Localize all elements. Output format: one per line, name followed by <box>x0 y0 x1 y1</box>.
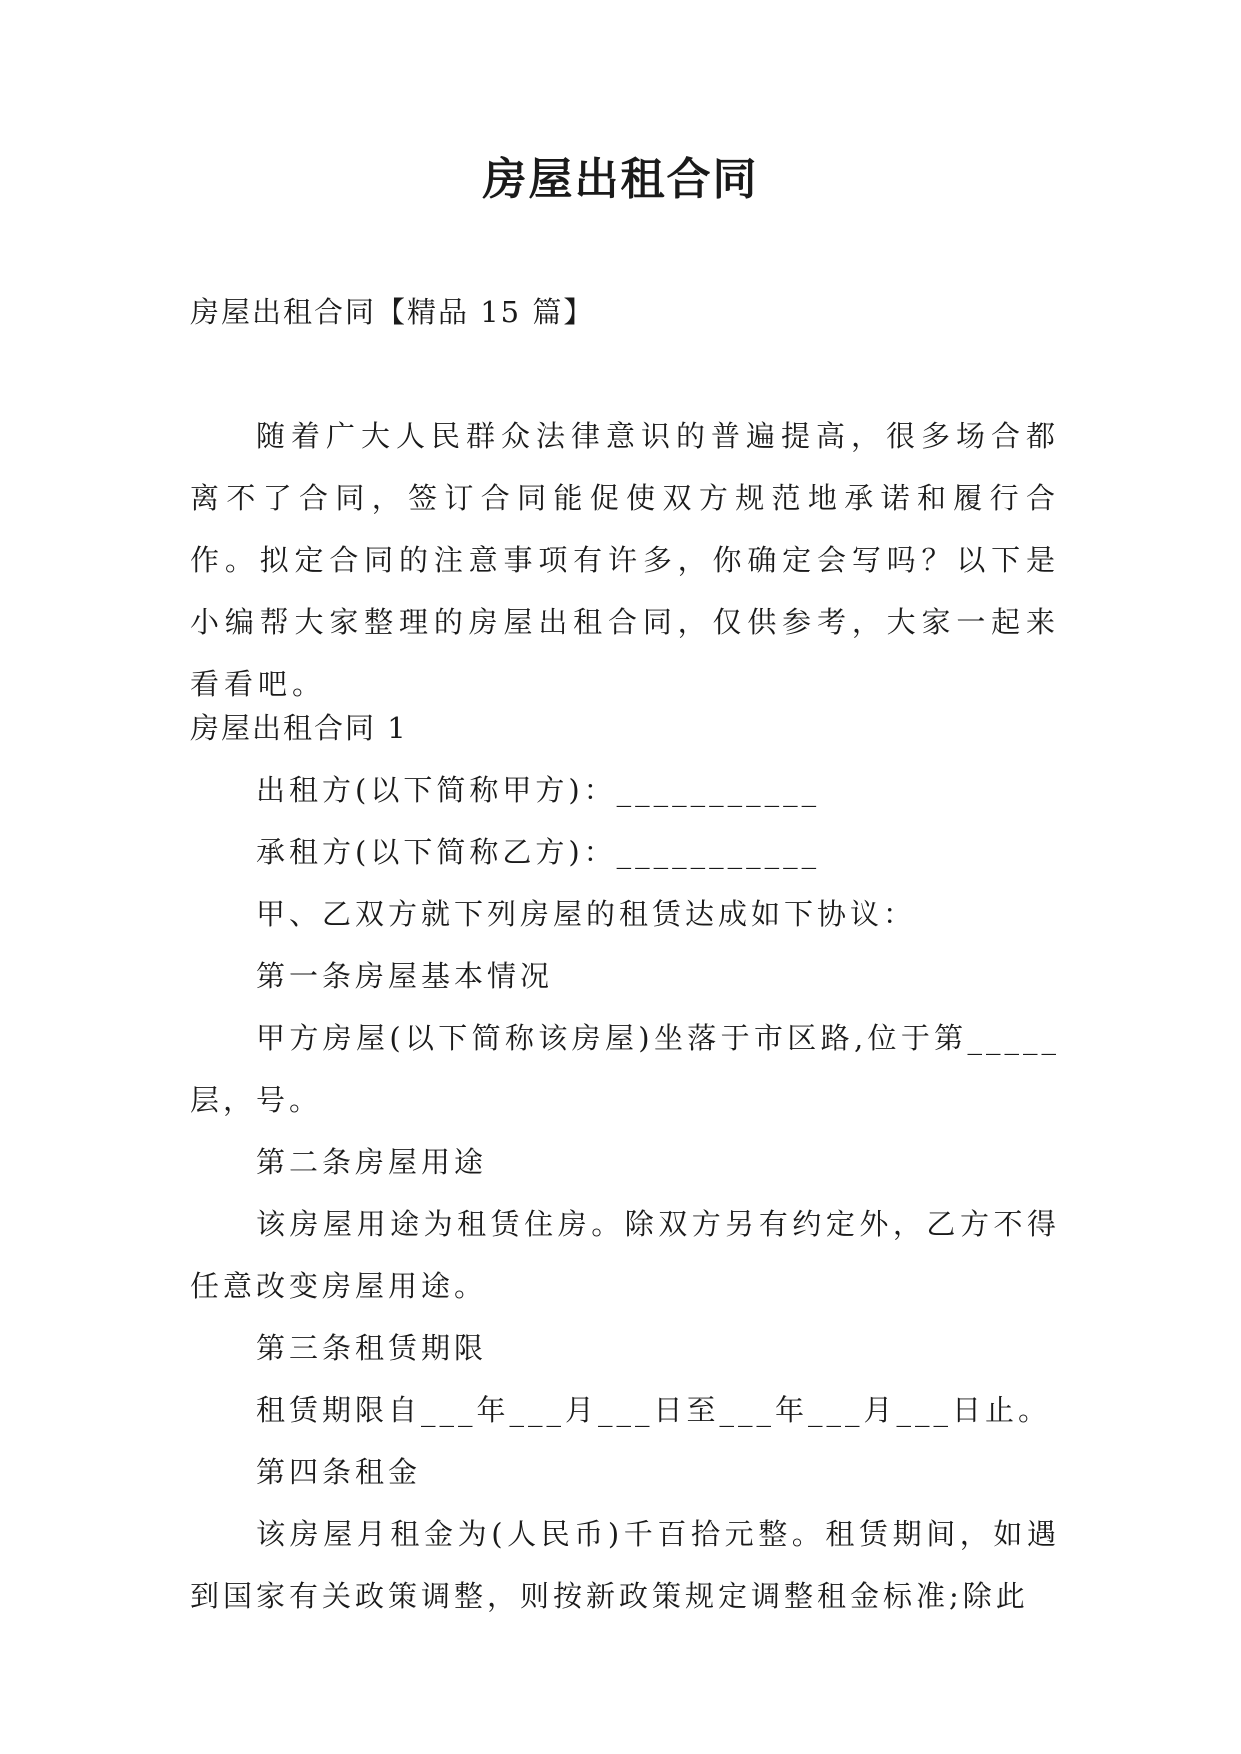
contract-section <box>190 697 1060 1627</box>
article-1-heading: 第一条房屋基本情况 <box>256 959 554 993</box>
article-3-body: 租赁期限自___年___月___日至___年___月___日止。 <box>256 1393 1052 1427</box>
document-title: 房屋出租合同 <box>482 154 759 205</box>
document-subtitle: 房屋出租合同【精品 15 篇】 <box>190 295 595 329</box>
article-2-body: 该房屋用途为租赁住房。除双方另有约定外，乙方不得任意改变房屋用途。 <box>190 1207 1060 1303</box>
intro-paragraph: 随着广大人民群众法律意识的普遍提高，很多场合都离不了合同，签订合同能促使双方规范地承诺和履行合作。拟定合同的注意事项有许多，你确定会写吗？以下是小编帮大家整理的房屋出租合同，仅供参考，大家一起来看看吧。 <box>190 419 1060 701</box>
article-4-body: 该房屋月租金为(人民币)千百拾元整。租赁期间，如遇到国家有关政策调整，则按新政策规定调整租金标准;除此 <box>190 1517 1060 1613</box>
clause-lessor: 出租方(以下简称甲方)：___________ <box>256 773 821 807</box>
clause-agreement: 甲、乙双方就下列房屋的租赁达成如下协议： <box>256 897 917 931</box>
article-3-heading: 第三条租赁期限 <box>256 1331 488 1365</box>
article-4-heading: 第四条租金 <box>256 1455 422 1489</box>
article-2-heading: 第二条房屋用途 <box>256 1145 488 1179</box>
clause-lessee: 承租方(以下简称乙方)：___________ <box>256 835 821 869</box>
section-heading: 房屋出租合同 1 <box>190 711 408 745</box>
article-1-body: 甲方房屋(以下简称该房屋)坐落于市区路,位于第_____层，号。 <box>190 1021 1060 1117</box>
